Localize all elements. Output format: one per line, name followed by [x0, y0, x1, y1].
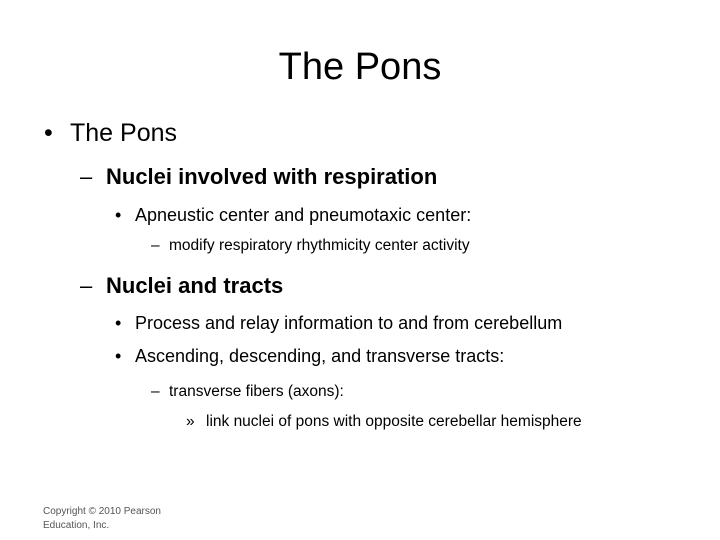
- tracts-bullet-1-text: Process and relay information to and from cerebellum: [135, 313, 563, 333]
- respiration-bullet-text: Apneustic center and pneumotaxic center:: [135, 205, 472, 225]
- tracts-subsub-bullet-text: link nuclei of pons with opposite cerebellar hemisphere: [206, 413, 582, 430]
- tracts-bullet-2-text: Ascending, descending, and transverse tracts:: [135, 346, 505, 366]
- section-tracts-heading-text: Nuclei and tracts: [106, 273, 284, 298]
- bullet-dot-icon: •: [115, 346, 122, 366]
- respiration-sub-bullet-text: modify respiratory rhythmicity center activity: [169, 237, 470, 254]
- bullet-dot-icon: •: [115, 205, 122, 225]
- section-respiration-heading: [80, 162, 437, 192]
- slide-title: The Pons: [278, 46, 442, 88]
- tracts-sub-bullet: [151, 381, 344, 403]
- section-respiration-heading-text: Nuclei involved with respiration: [106, 164, 438, 189]
- bullet-dot-icon: •: [115, 313, 122, 333]
- dash-icon: –: [151, 237, 160, 254]
- copyright-footer: Copyright © 2010 Pearson Education, Inc.: [43, 506, 161, 531]
- bullet-level1-text: The Pons: [70, 119, 178, 147]
- bullet-level1: [44, 117, 177, 149]
- section-tracts-heading: [80, 271, 283, 301]
- tracts-subsub-bullet: [186, 411, 582, 433]
- bullet-dot-icon: •: [44, 119, 53, 147]
- tracts-sub-bullet-text: transverse fibers (axons):: [169, 383, 344, 400]
- tracts-bullet-2: [115, 343, 504, 369]
- tracts-bullet-1: [115, 310, 562, 336]
- chevron-double-right-icon: »: [186, 413, 195, 430]
- respiration-bullet: [115, 202, 471, 228]
- respiration-sub-bullet: [151, 235, 470, 257]
- dash-icon: –: [151, 383, 160, 400]
- dash-icon: –: [80, 164, 93, 189]
- dash-icon: –: [80, 273, 93, 298]
